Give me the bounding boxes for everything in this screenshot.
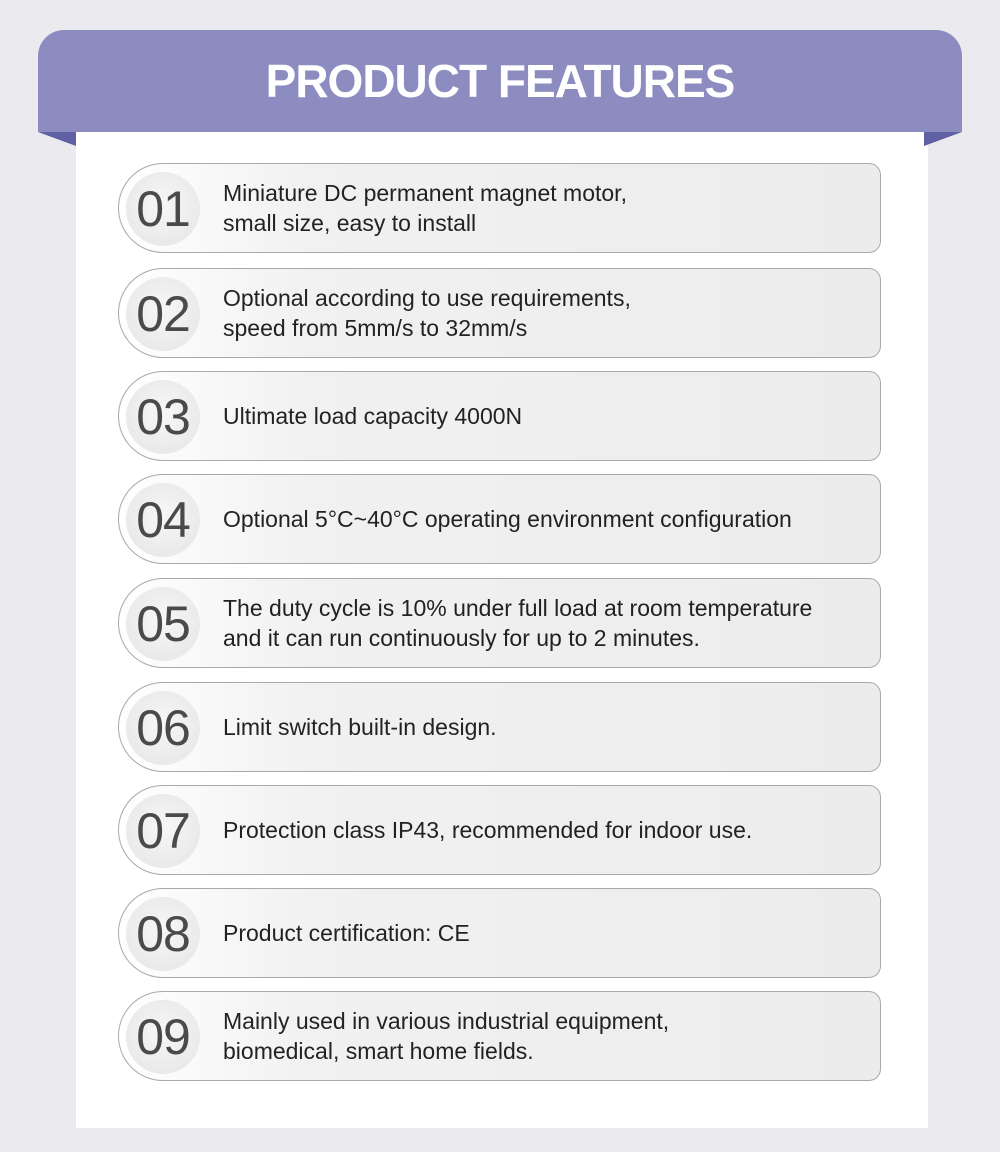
feature-number-badge <box>126 897 200 971</box>
feature-item <box>118 888 881 978</box>
feature-text <box>223 372 860 460</box>
feature-number: 01 <box>136 181 190 237</box>
feature-text-line: speed from 5mm/s to 32mm/s <box>223 315 528 341</box>
feature-text-line: Mainly used in various industrial equipment, <box>223 1008 670 1034</box>
feature-item <box>118 991 881 1081</box>
feature-text-line: Optional 5°C~40°C operating environment configuration <box>223 506 792 532</box>
feature-number: 04 <box>136 492 190 548</box>
feature-text <box>223 992 860 1080</box>
feature-text <box>223 889 860 977</box>
feature-number-badge <box>126 277 200 351</box>
feature-text <box>223 475 860 563</box>
feature-text <box>223 683 860 771</box>
feature-item <box>118 785 881 875</box>
feature-number: 09 <box>136 1009 190 1065</box>
feature-text-line: small size, easy to install <box>223 210 477 236</box>
feature-item <box>118 474 881 564</box>
feature-text <box>223 786 860 874</box>
feature-item <box>118 163 881 253</box>
page-title: PRODUCT FEATURES <box>265 55 735 107</box>
feature-text-line: Ultimate load capacity 4000N <box>223 403 523 429</box>
feature-text-line: Optional according to use requirements, <box>223 285 631 311</box>
feature-number-badge <box>126 172 200 246</box>
feature-text-line: The duty cycle is 10% under full load at room temperature <box>223 595 813 621</box>
ribbon-fold-left <box>38 132 76 146</box>
feature-text-line: Miniature DC permanent magnet motor, <box>223 180 627 206</box>
feature-text-line: Product certification: CE <box>223 920 470 946</box>
feature-number-badge <box>126 691 200 765</box>
ribbon-fold-right <box>924 132 962 146</box>
feature-text-line: biomedical, smart home fields. <box>223 1038 534 1064</box>
header-ribbon <box>38 30 962 132</box>
feature-number: 02 <box>136 286 190 342</box>
feature-item <box>118 578 881 668</box>
feature-number: 03 <box>136 389 190 445</box>
feature-number: 06 <box>136 700 190 756</box>
feature-text-line: and it can run continuously for up to 2 minutes. <box>223 625 700 651</box>
feature-number: 07 <box>136 803 190 859</box>
feature-text-line: Protection class IP43, recommended for indoor use. <box>223 817 753 843</box>
feature-number: 05 <box>136 596 190 652</box>
feature-item <box>118 268 881 358</box>
feature-item <box>118 371 881 461</box>
feature-number-badge <box>126 483 200 557</box>
feature-item <box>118 682 881 772</box>
feature-number-badge <box>126 380 200 454</box>
feature-number-badge <box>126 587 200 661</box>
feature-text <box>223 164 860 252</box>
feature-number-badge <box>126 1000 200 1074</box>
feature-text <box>223 579 860 667</box>
feature-text-line: Limit switch built-in design. <box>223 714 497 740</box>
feature-number: 08 <box>136 906 190 962</box>
feature-text <box>223 269 860 357</box>
feature-number-badge <box>126 794 200 868</box>
